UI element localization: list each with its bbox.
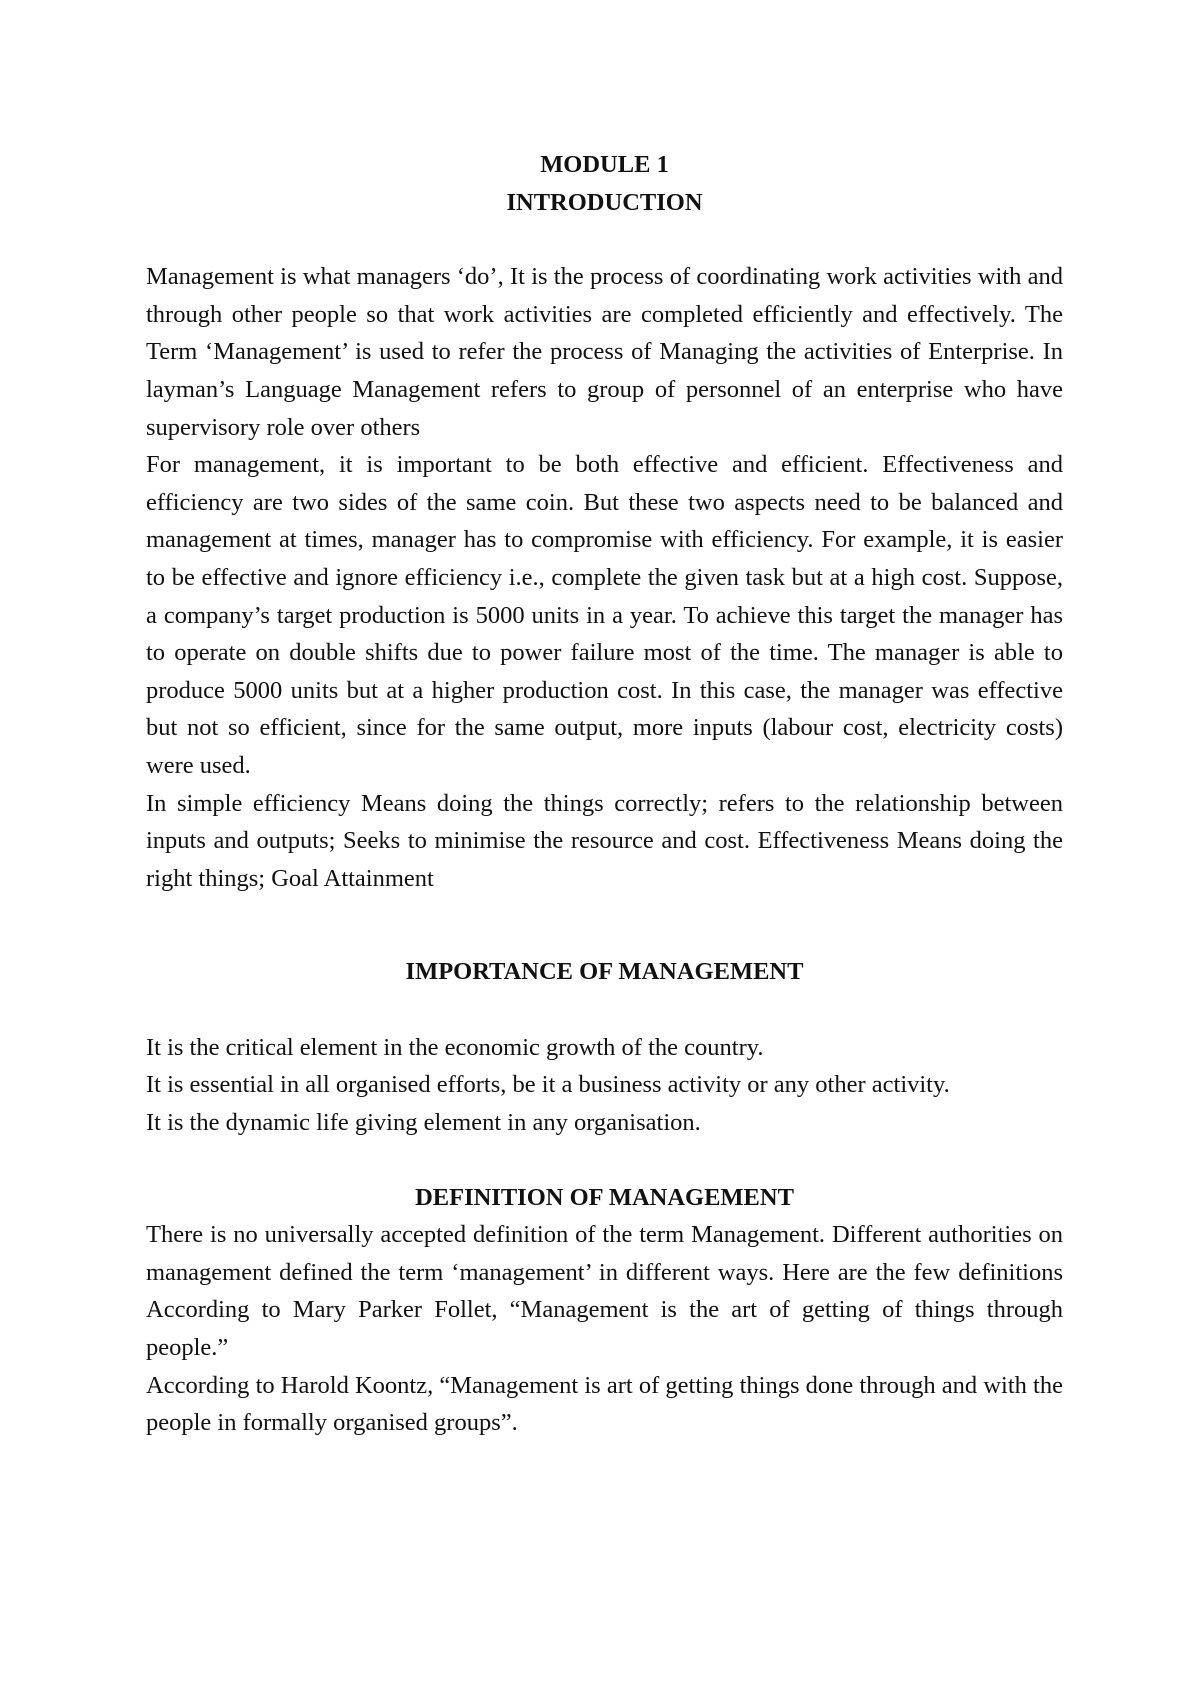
introduction-heading: INTRODUCTION xyxy=(506,188,703,216)
importance-point: It is the critical element in the economic growth of the country. xyxy=(146,1033,764,1061)
spacer xyxy=(146,991,1063,1029)
definition-heading: DEFINITION OF MANAGEMENT xyxy=(415,1183,794,1211)
definition-paragraph: According to Harold Koontz, “Management is art of getting things done through and with the people in formally organised groups”. xyxy=(146,1371,1063,1437)
importance-point: It is essential in all organised efforts, be it a business activity or any other activity. xyxy=(146,1071,950,1099)
spacer xyxy=(146,897,1063,953)
intro-paragraph: Management is what managers ‘do’, It is the process of coordinating work activities with and through other people so that work activities are completed efficiently and effectively. The Term ‘Management’ is used to refer the process of Managing the activities of Enterprise. In layman’s Language Management refers to group of personnel of an enterprise who have supervisory role over others xyxy=(146,263,1063,441)
intro-paragraph: In simple efficiency Means doing the things correctly; refers to the relationship between inputs and outputs; Seeks to minimise the resource and cost. Effectiveness Means doing the right things; Goal Attainment xyxy=(146,789,1063,892)
importance-heading: IMPORTANCE OF MANAGEMENT xyxy=(405,958,804,986)
spacer xyxy=(146,1142,1063,1179)
spacer xyxy=(146,221,1063,258)
intro-paragraph: For management, it is important to be both effective and efficient. Effectiveness and efficiency are two sides of the same coin. But these two aspects need to be balanced and management at times, manager has to compromise with efficiency. For example, it is easier to be effective and ignore efficiency i.e., complete the given task but at a high cost. Suppose, a company’s target production is 5000 units in a year. To achieve this target the manager has to operate on double shifts due to power failure most of the time. The manager is able to produce 5000 units but at a higher production cost. In this case, the manager was effective but not so efficient, since for the same output, more inputs (labour cost, electricity costs) were used. xyxy=(146,451,1063,779)
document-body xyxy=(146,146,1063,1442)
module-title: MODULE 1 xyxy=(540,151,669,178)
definition-paragraph: There is no universally accepted definition of the term Management. Different authorities on management defined the term ‘management’ in different ways. Here are the few definitions According to Mary Parker Follet, “Management is the art of getting of things through people.” xyxy=(146,1221,1063,1362)
importance-point: It is the dynamic life giving element in any organisation. xyxy=(146,1109,701,1137)
